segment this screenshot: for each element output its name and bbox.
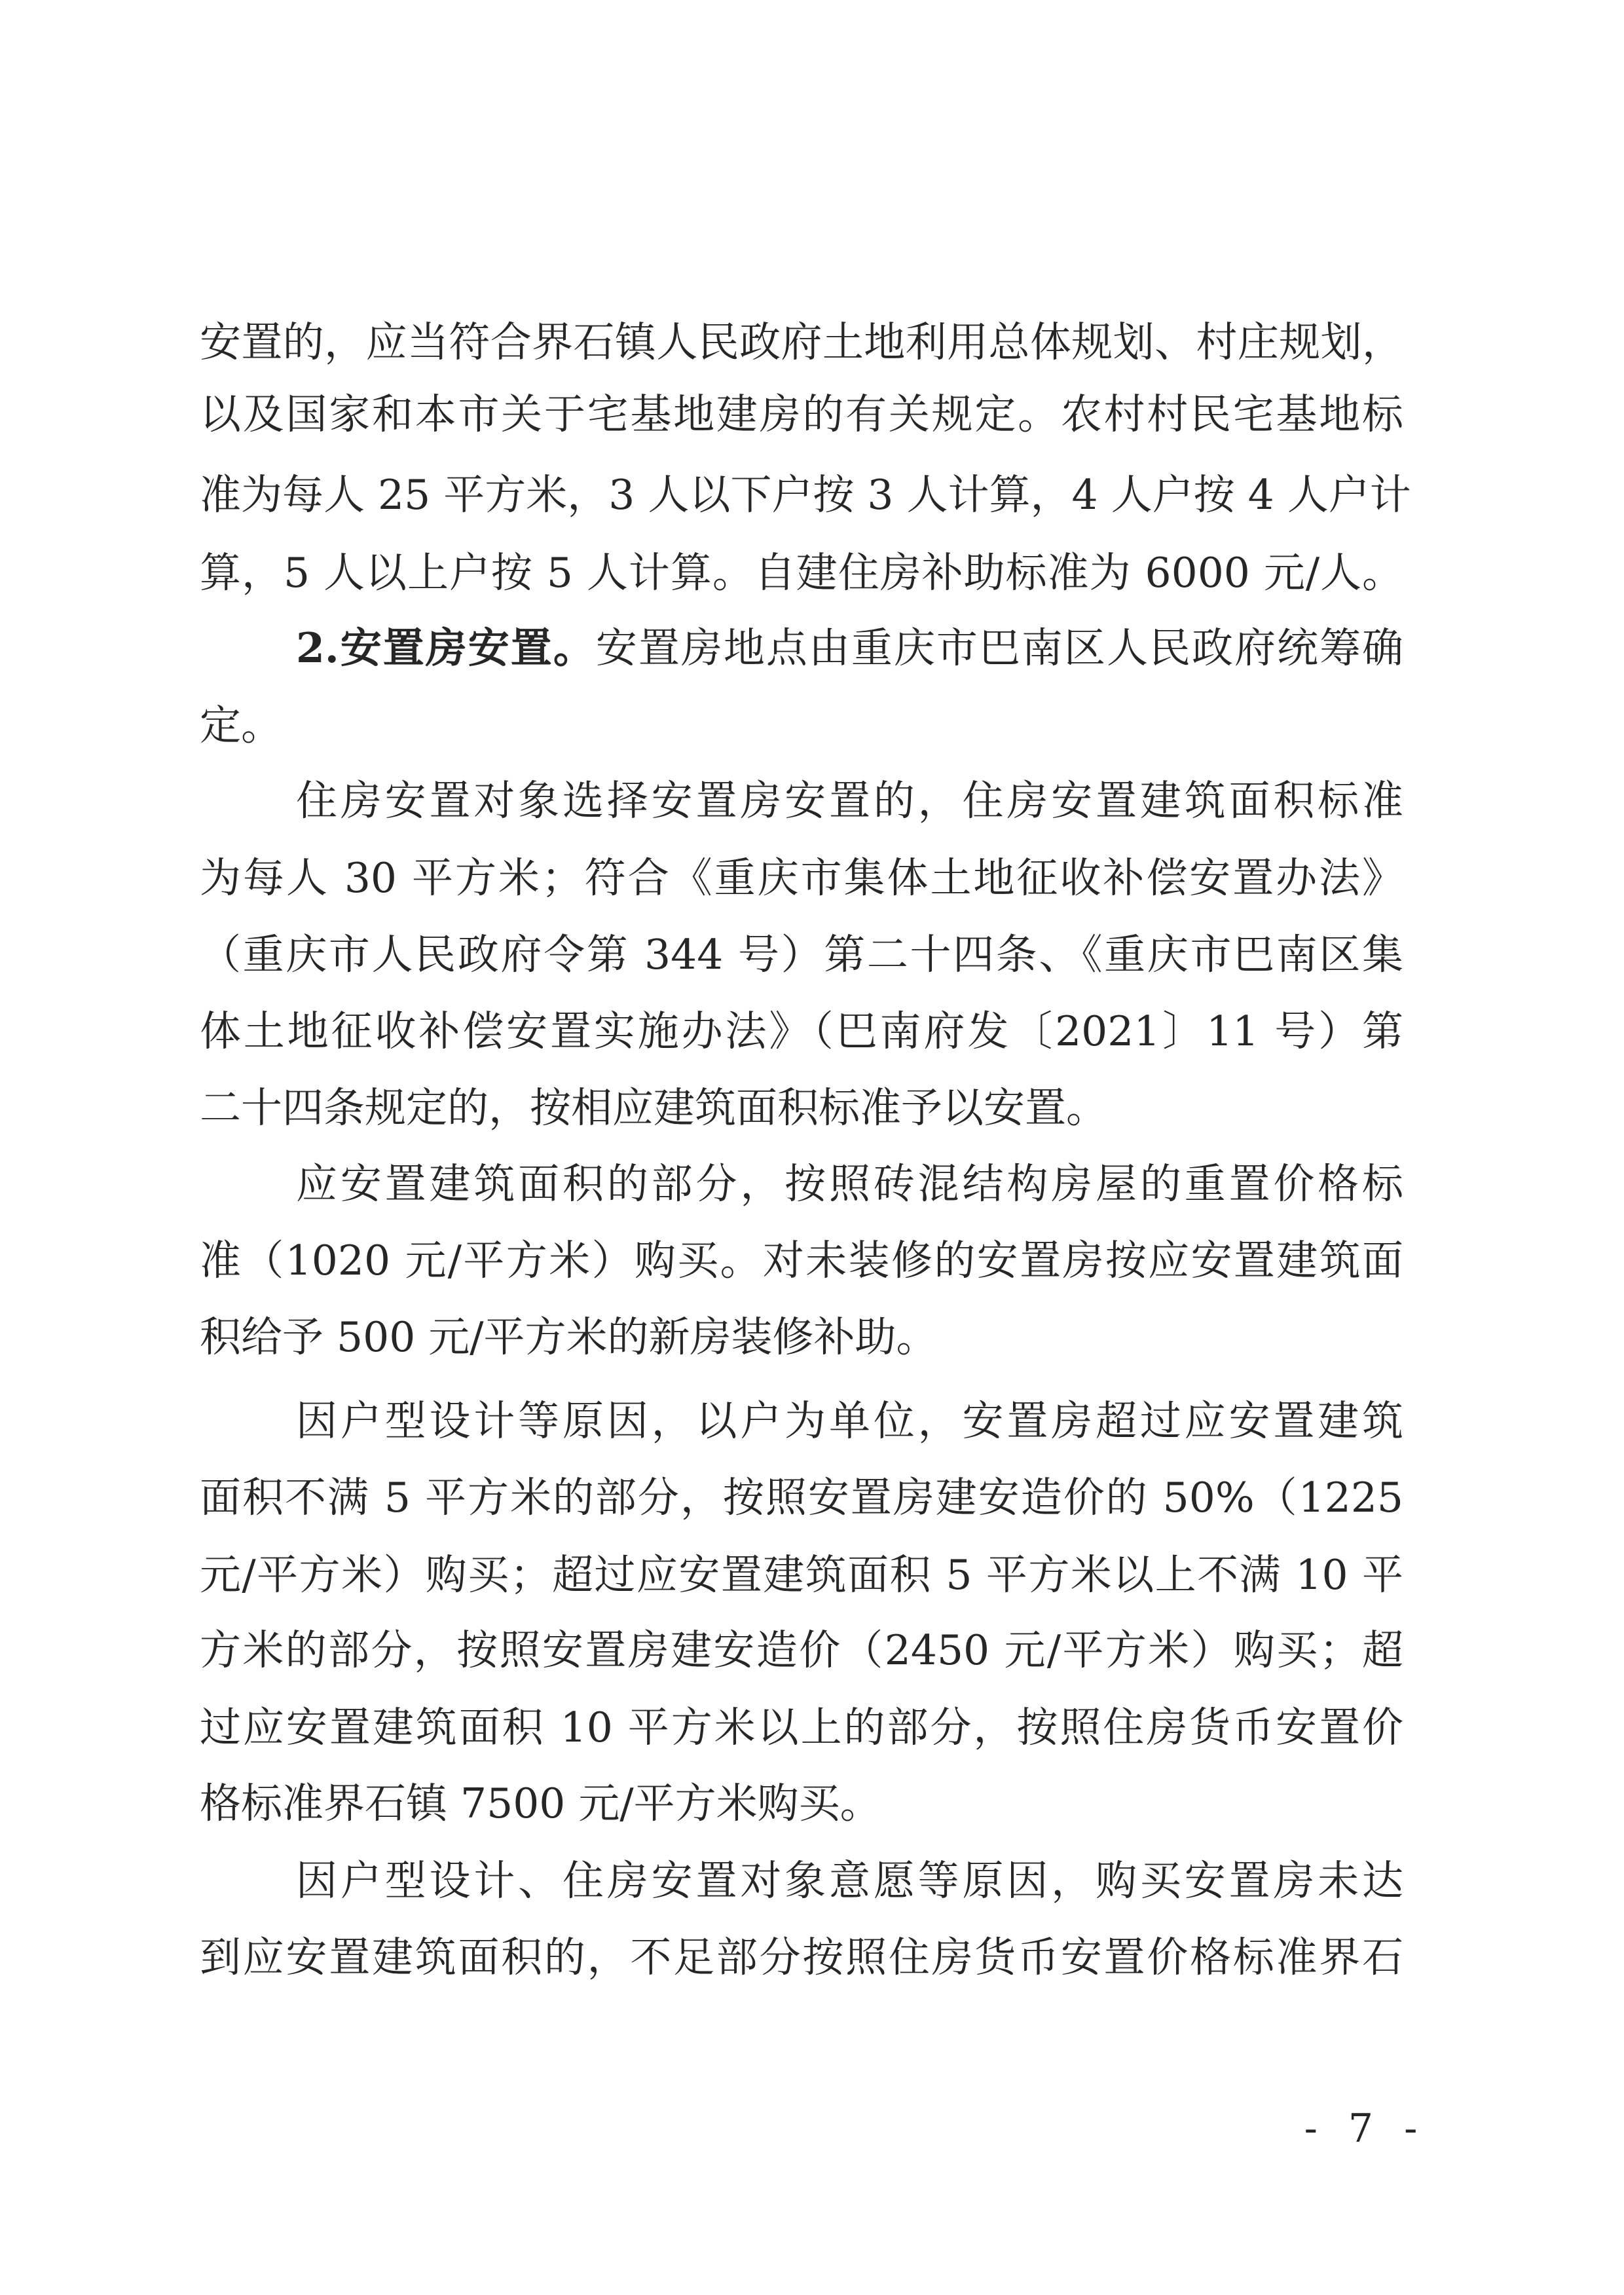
text-line: 元/平方米）购买；超过应安置建筑面积 5 平方米以上不满 10 平: [200, 1551, 1403, 1599]
text-line: 准（1020 元/平方米）购买。对未装修的安置房按应安置建筑面: [200, 1237, 1403, 1284]
text-line: 以及国家和本市关于宅基地建房的有关规定。农村村民宅基地标: [200, 390, 1403, 438]
text-line: 过应安置建筑面积 10 平方米以上的部分，按照住房货币安置价: [200, 1704, 1403, 1751]
section-2-heading: 2.安置房安置。: [296, 624, 596, 672]
text-line: 面积不满 5 平方米的部分，按照安置房建安造价的 50%（1225: [200, 1474, 1403, 1521]
text-line: 定。: [200, 701, 282, 749]
text-line: （重庆市人民政府令第 344 号）第二十四条、《重庆市巴南区集: [200, 931, 1403, 979]
paragraph-first-line: 住房安置对象选择安置房安置的，住房安置建筑面积标准: [296, 777, 1403, 825]
text-line: 准为每人 25 平方米，3 人以下户按 3 人计算，4 人户按 4 人户计: [200, 471, 1411, 519]
text-line: 到应安置建筑面积的，不足部分按照住房货币安置价格标准界石: [200, 1933, 1403, 1981]
text-line: 方米的部分，按照安置房建安造价（2450 元/平方米）购买；超: [200, 1626, 1403, 1674]
paragraph-first-line: 应安置建筑面积的部分，按照砖混结构房屋的重置价格标: [296, 1160, 1403, 1208]
section-2-text: 安置房地点由重庆市巴南区人民政府统筹确: [595, 624, 1404, 672]
text-line: 算，5 人以上户按 5 人计算。自建住房补助标准为 6000 元/人。: [200, 549, 1403, 597]
text-line: 体土地征收补偿安置实施办法》（巴南府发〔2021〕11 号）第: [200, 1007, 1403, 1055]
paragraph-first-line: 因户型设计、住房安置对象意愿等原因，购买安置房未达: [296, 1857, 1403, 1905]
paragraph-first-line: 因户型设计等原因，以户为单位，安置房超过应安置建筑: [296, 1397, 1403, 1445]
text-line: 积给予 500 元/平方米的新房装修补助。: [200, 1313, 938, 1361]
text-line: 安置的，应当符合界石镇人民政府土地利用总体规划、村庄规划，: [200, 318, 1403, 366]
text-line: 为每人 30 平方米；符合《重庆市集体土地征收补偿安置办法》: [200, 854, 1403, 902]
section-2-line: [296, 608, 1403, 687]
text-line: 格标准界石镇 7500 元/平方米购买。: [200, 1780, 881, 1827]
text-line: 二十四条规定的，按相应建筑面积标准予以安置。: [200, 1084, 1107, 1132]
page-number: - 7 -: [1304, 2106, 1427, 2152]
